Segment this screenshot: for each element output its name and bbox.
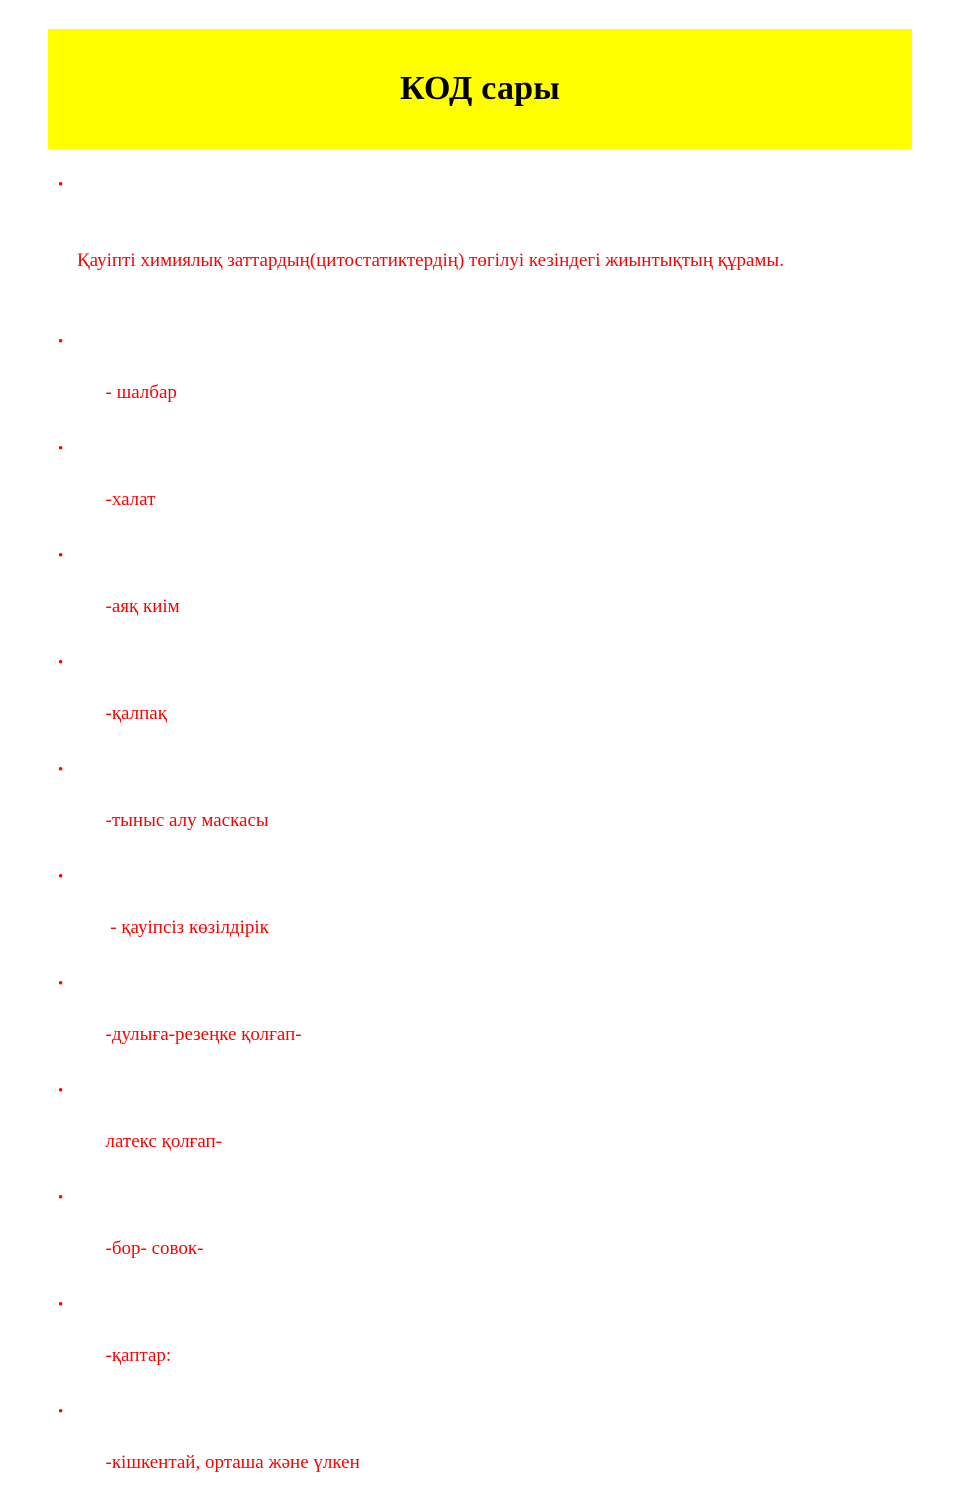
bullet-text: Қауіпті химиялық заттардың(цитостатиктердің) төгілуі кезіндегі жиынтықтың құрамы. (77, 250, 784, 271)
bullet-item (58, 544, 858, 644)
bullet-dot-icon: • (58, 1190, 64, 1206)
bullet-dot-icon: • (58, 762, 64, 778)
bullet-item (58, 1079, 858, 1179)
bullet-text: -кішкентай, орташа және үлкен (105, 1452, 360, 1473)
bullet-text: - шалбар (105, 382, 177, 403)
bullet-text: -дулыға-резеңке қолғап- (105, 1024, 302, 1045)
bullet-item (58, 651, 858, 751)
bullet-dot-icon: • (58, 334, 64, 350)
title-band (48, 29, 912, 149)
bullet-dot-icon: • (58, 1083, 64, 1099)
bullet-text: - қауіпсіз көзілдірік (105, 917, 269, 938)
bullet-list (58, 173, 858, 1507)
bullet-dot-icon: • (58, 976, 64, 992)
bullet-text: -аяқ киім (105, 596, 180, 617)
bullet-dot-icon: • (58, 548, 64, 564)
slide-title: КОД сары (399, 70, 560, 107)
bullet-item (58, 1186, 858, 1286)
bullet-item (58, 758, 858, 858)
bullet-text: -бор- совок- (105, 1238, 204, 1259)
bullet-text: -халат (105, 489, 156, 510)
bullet-dot-icon: • (58, 1297, 64, 1313)
bullet-dot-icon: • (58, 655, 64, 671)
bullet-text: латекс қолғап- (105, 1131, 223, 1152)
bullet-text: -қалпақ (105, 703, 167, 724)
bullet-item (58, 173, 858, 323)
bullet-item (58, 330, 858, 430)
bullet-dot-icon: • (58, 441, 64, 457)
bullet-item (58, 1293, 858, 1393)
bullet-text: -қаптар: (105, 1345, 172, 1366)
bullet-dot-icon: • (58, 177, 64, 193)
bullet-item (58, 865, 858, 965)
bullet-text: -тыныс алу маскасы (105, 810, 269, 831)
bullet-item (58, 972, 858, 1072)
bullet-item (58, 1400, 858, 1500)
bullet-item (58, 437, 858, 537)
bullet-dot-icon: • (58, 869, 64, 885)
bullet-dot-icon: • (58, 1404, 64, 1420)
